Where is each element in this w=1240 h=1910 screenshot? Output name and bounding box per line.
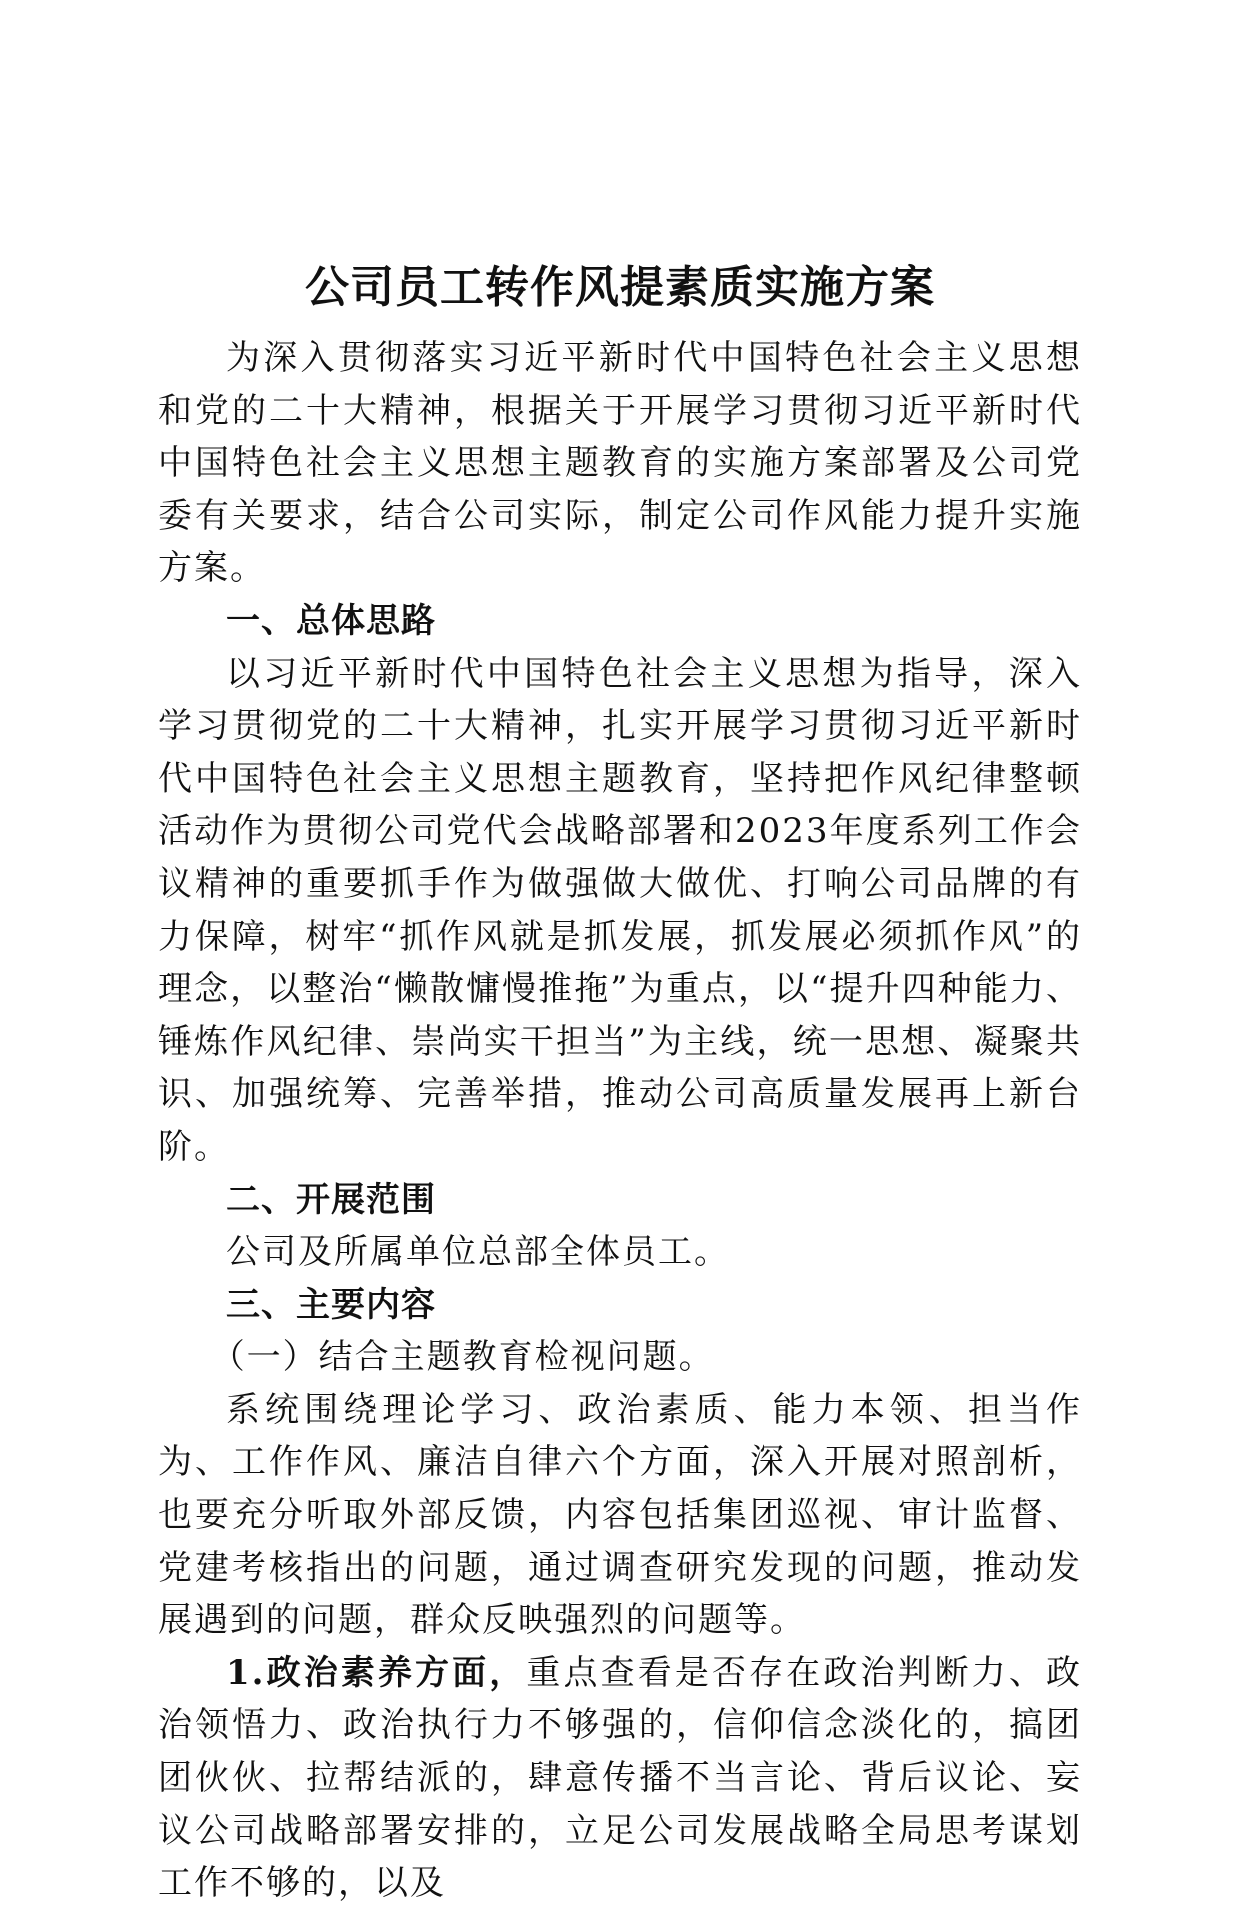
section-heading-scope: 二、开展范围: [226, 1179, 436, 1220]
item-political-literacy-lead: 1.政治素养方面，: [226, 1652, 527, 1693]
intro-paragraph: 为深入贯彻落实习近平新时代中国特色社会主义思想和党的二十大精神，根据关于开展学习贯彻习近平新时代中国特色社会主义思想主题教育的实施方案部署及公司党委有关要求，结合公司实际，制定公司作风能力提升实施方案。: [158, 338, 1082, 589]
section-body-main-content: 系统围绕理论学习、政治素质、能力本领、担当作为、工作作风、廉洁自律六个方面，深入开展对照剖析，也要充分听取外部反馈，内容包括集团巡视、审计监督、党建考核指出的问题，通过调查研究发现的问题，推动发展遇到的问题，群众反映强烈的问题等。: [158, 1389, 1082, 1641]
subsection-heading-review-issues: （一）结合主题教育检视问题。: [210, 1337, 715, 1378]
section-heading-overall-approach: 一、总体思路: [226, 600, 436, 641]
section-body-scope: 公司及所属单位总部全体员工。: [226, 1232, 730, 1273]
item-political-literacy: [158, 1647, 1082, 1910]
section-body-overall-approach: 以习近平新时代中国特色社会主义思想为指导，深入学习贯彻党的二十大精神，扎实开展学习贯彻习近平新时代中国特色社会主义思想主题教育，坚持把作风纪律整顿活动作为贯彻公司党代会战略部署和2023年度系列工作会议精神的重要抓手作为做强做大做优、打响公司品牌的有力保障，树牢“抓作风就是抓发展，抓发展必须抓作风”的理念，以整治“懒散慵慢推拖”为重点，以“提升四种能力、锤炼作风纪律、崇尚实干担当”为主线，统一思想、凝聚共识、加强统筹、完善举措，推动公司高质量发展再上新台阶。: [158, 653, 1082, 1167]
item-political-literacy-body: 重点查看是否存在政治判断力、政治领悟力、政治执行力不够强的，信仰信念淡化的，搞团团伙伙、拉帮结派的，肆意传播不当言论、背后议论、妄议公司战略部署安排的，立足公司发展战略全局思考谋划工作不够的，以及: [158, 1652, 1082, 1904]
document-title: 公司员工转作风提素质实施方案: [305, 262, 935, 313]
section-heading-main-content: 三、主要内容: [226, 1284, 436, 1325]
